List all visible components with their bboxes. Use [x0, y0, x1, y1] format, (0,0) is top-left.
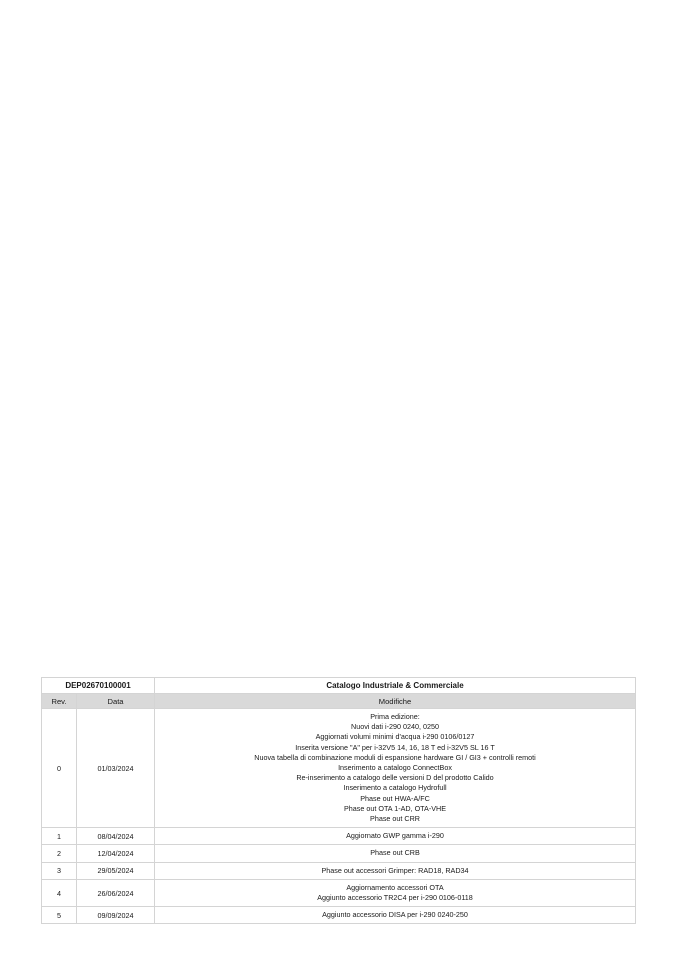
change-line: Inserimento a catalogo Hydrofull [343, 783, 447, 793]
table-title-row [42, 678, 636, 694]
date-cell: 09/09/2024 [77, 907, 155, 924]
change-line: Aggiunto accessorio DISA per i-290 0240-250 [322, 910, 468, 920]
table-row [42, 845, 636, 862]
table-row [42, 709, 636, 828]
change-line: Nuova tabella di combinazione moduli di espansione hardware GI / GI3 + controlli remoti [254, 752, 536, 762]
rev-cell: 4 [42, 879, 77, 906]
date-cell: 26/06/2024 [77, 879, 155, 906]
column-header-rev: Rev. [42, 694, 77, 709]
change-line: Nuovi dati i-290 0240, 0250 [351, 722, 439, 732]
change-line: Aggiornati volumi minimi d'acqua i-290 0106/0127 [315, 732, 475, 742]
change-line: Phase out CRB [370, 848, 420, 858]
document-code: DEP02670100001 [42, 678, 155, 694]
change-line: Aggiornamento accessori OTA [346, 882, 444, 892]
changes-cell [155, 845, 636, 862]
table-header-row [42, 694, 636, 709]
change-line: Inserimento a catalogo ConnectBox [338, 763, 452, 773]
change-line: Re-inserimento a catalogo delle versioni D del prodotto Calido [296, 773, 494, 783]
rev-cell: 2 [42, 845, 77, 862]
column-header-changes: Modifiche [155, 694, 636, 709]
rev-cell: 1 [42, 828, 77, 845]
table-row [42, 879, 636, 906]
table-row [42, 828, 636, 845]
change-line: Phase out accessori Grimper: RAD18, RAD34 [321, 865, 469, 875]
rev-cell: 5 [42, 907, 77, 924]
change-line: Aggiornato GWP gamma i-290 [346, 831, 444, 841]
change-line: Inserita versione "A" per i-32V5 14, 16, 18 T ed i-32V5 SL 16 T [295, 742, 495, 752]
changes-cell [155, 862, 636, 879]
date-cell: 01/03/2024 [77, 709, 155, 828]
changes-cell [155, 879, 636, 906]
date-cell: 12/04/2024 [77, 845, 155, 862]
document-title: Catalogo Industriale & Commerciale [155, 678, 636, 694]
changes-cell [155, 828, 636, 845]
date-cell: 08/04/2024 [77, 828, 155, 845]
table-row [42, 907, 636, 924]
revision-history-table [41, 677, 636, 924]
changes-cell [155, 907, 636, 924]
table-row [42, 862, 636, 879]
rev-cell: 0 [42, 709, 77, 828]
change-line: Phase out CRR [370, 814, 420, 824]
rev-cell: 3 [42, 862, 77, 879]
change-line: Phase out HWA-A/FC [360, 793, 430, 803]
column-header-date: Data [77, 694, 155, 709]
date-cell: 29/05/2024 [77, 862, 155, 879]
changes-cell [155, 709, 636, 828]
change-line: Phase out OTA 1-AD, OTA-VHE [344, 803, 446, 813]
change-line: Prima edizione: [370, 712, 420, 721]
change-line: Aggiunto accessorio TR2C4 per i-290 0106-0118 [317, 893, 473, 903]
